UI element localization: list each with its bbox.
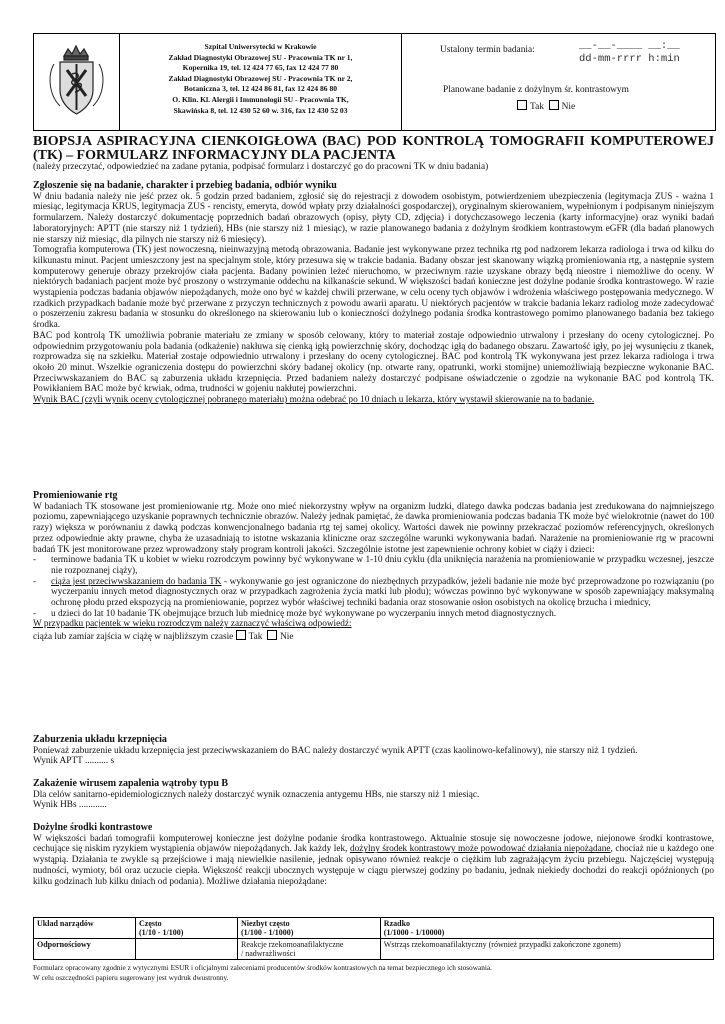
paragraph: W dniu badania należy nie jeść przez ok. 5 godzin przed badaniem, zgłosić się do rejestracji z dowodem osobistym, potwierdzeniem ubezpieczenia (legitymacja ZUS - ważna 1 miesiąc, legitymacja KRUS, legitymacja ZUS - rencisty, emeryta, dowód wpłaty przy działalności gospodarczej), oryginalnym skierowaniem, wypełnionym i podpisanym niniejszym formularzem. Należy dostarczyć dokumentację poprzednich badań obrazowych (opisy, płyty CD, zdjęcia) i dotychczasowego leczenia (karty informacyjne) oraz wyniki badań laboratoryjnych: APTT (nie starszy niż 1 tydzień), HBs (nie starszy niż 1 miesiąc), w razie planowanego badania z dożylnym środkiem kontrastowym eGFR (dla badań planowych nie starszy niż miesiąc, dla pilnych nie starszy niż 6 miesięcy). — [33, 191, 714, 245]
section-heading: Promieniowanie rtg — [33, 490, 118, 501]
pregnancy-question: W przypadku pacjentek w wieku rozrodczym należy zaznaczyć właściwą odpowiedź: — [33, 619, 352, 630]
contrast-yes-label: Tak — [530, 102, 544, 112]
paragraph: Ponieważ zaburzenie układu krzepnięcia jest przeciwwskazaniem do BAC należy dostarczyć wynik APTT (czas kaolinowo-kefalinowy), nie starszy niż 1 tydzień. — [33, 745, 638, 756]
pregnancy-answer-row — [33, 630, 714, 643]
form-subtitle: (należy przeczytać, odpowiedzieć na zadane pytania, podpisać formularz i dostarczyć go do pracowni TK w dniu badania) — [33, 162, 489, 172]
column-header: Często (1/10 - 1/100) — [136, 918, 238, 939]
adverse-reactions-table — [33, 917, 714, 960]
paragraph-emphasis: dożylny środek kontrastowy może powodować działania niepożądane — [349, 844, 611, 855]
institution-line: Zakład Diagnostyki Obrazowej SU - Pracownia TK nr 2, — [168, 73, 353, 83]
paragraph: Tomografia komputerowa (TK) jest nowoczesną, nieinwazyjną metodą obrazowania. Badanie jest wykonywane przez technika rtg pod nadzorem lekarza radiologa i trwa od kilku do kilkunastu minut. Pacjent umieszczony jest na specjalnym stole, który przesuwa się w trakcie badania. Badany obszar jest skanowany wiązką promieniowania rtg, a następnie system komputerowy generuje obrazy przekrojów ciała pacjenta. Badany powinien leżeć nieruchomo, w przeciwnym razie uzyskane obrazy będą nieostre i niemożliwe do oceny. W niektórych badaniach pacjent może być proszony o wstrzymanie oddechu na kilkanaście sekund. W większości badań konieczne jest dożylne podanie środka kontrastowego. W razie wystąpienia podczas badania objawów niepożądanych, może ono być w każdej chwili przerwane, w celu oceny tych objawów i wdrożenia właściwego postępowania medycznego. W rzadkich przypadkach badanie może być przerwane z przyczyn technicznych z powodu awarii aparatu. U niektórych pacjentów w trakcie badania lekarz radiolog może zadecydować o poszerzeniu zakresu badania w stosunku do określonego na skierowaniu lub o konieczności dożylnego podania środka kontrastowego pomimo planowanego badania bez takiego środka. — [33, 245, 714, 331]
form-title: BIOPSJA ASPIRACYJNA CIENKOIGŁOWA (BAC) POD KONTROLĄ TOMOGRAFII KOMPUTEROWEJ (TK) – FORMULARZ INFORMACYJNY DLA PACJENTA — [33, 134, 714, 163]
list-item: - u dzieci do lat 10 badanie TK obejmujące brzuch lub miednicę może być wykonywane po wyczerpaniu innych metod diagnostycznych. — [51, 609, 714, 620]
pregnancy-yes-label: Tak — [248, 632, 263, 643]
date-format-hint: dd-mm-rrrr h:min — [579, 53, 680, 65]
header-box — [33, 33, 716, 131]
pregnancy-no-checkbox[interactable] — [267, 630, 277, 640]
paragraph: BAC pod kontrolą TK umożliwia pobranie materiału ze zmiany w sposób celowany, który to materiał zostaje odpowiednio utrwalony i przesłany do oceny cytologicznej. Po odpowiednim przygotowaniu pola badania (odkażenie) nakłuwa się cienką igłą powierzchnię skóry, dochodząc igłą do badanego obszaru. Zawartość igły, po jej wysunięciu z tkanek, rozprowadza się na szkiełku. Materiał zostaje odpowiednio utrwalony i przesłany do oceny cytologicznej. BAC pod kontrolą TK wykonywana jest przez lekarza radiologa i trwa około 20 minut. Wszelkie ograniczenia dostępu do powierzchni skóry badanej okolicy (np. otwarte rany, opatrunki, worki stomijne) uniemożliwiają bezpieczne wykonanie BAC. Przeciwwskazaniem do BAC są zaburzenia układu krzepnięcia. Przed badaniem należy dostarczyć podpisane oświadczenie o zgodzie na wykonanie BAC pod kontrolą TK. Powikłaniem BAC może być krwiak, odma, trudności w gojeniu nakłutej powierzchni. — [33, 330, 714, 395]
section-heading: Dożylne środki kontrastowe — [33, 822, 153, 833]
contrast-question: Planowane badanie z dożylnym śr. kontrastowym — [443, 85, 629, 95]
column-header: Rzadko (1/1000 - 1/10000) — [380, 918, 713, 939]
table-row — [34, 939, 714, 960]
institution-line: Kopernika 19, tel. 12 424 77 65, fax 12 424 77 80 — [182, 63, 339, 73]
institution-line: Zakład Diagnostyki Obrazowej SU - Pracownia TK nr 1, — [168, 52, 353, 62]
pregnancy-no-label: Nie — [280, 632, 294, 643]
paragraph: Wynik BAC (czyli wynik oceny cytologicznej pobranego materiału) można odebrać po 10 dniach u lekarza, który wystawił skierowanie na to badanie. — [33, 395, 595, 406]
hospital-crest-icon — [34, 34, 120, 130]
pregnancy-question-text: ciąża lub zamiar zajścia w ciążę w najbliższym czasie — [33, 632, 234, 643]
list-item — [51, 577, 714, 609]
pregnancy-yes-checkbox[interactable] — [236, 630, 246, 640]
table-cell: Wstrząs rzekomoanafilaktyczny (również przypadki zakończone zgonem) — [380, 939, 713, 960]
column-header: Niezbyt często (1/100 - 1/1000) — [238, 918, 381, 939]
section-radiation — [33, 491, 714, 643]
table-header-row — [34, 918, 714, 939]
paragraph — [33, 834, 714, 888]
table-cell: Reakcje rzekomoanafilaktyczne / nadwrażliwości — [238, 939, 381, 960]
hbs-result-field[interactable]: Wynik HBs ............ — [33, 800, 107, 811]
institution-line: Skawińska 8, tel. 12 430 52 60 w. 316, fax 12 430 52 03 — [173, 105, 348, 115]
section-registration — [33, 181, 714, 406]
appointment-date-field[interactable] — [579, 40, 680, 66]
radiation-list — [33, 555, 714, 619]
section-hbv — [33, 779, 714, 811]
table-cell: Odpornościowy — [34, 939, 136, 960]
list-item: - terminowe badania TK u kobiet w wieku rozrodczym powinny być wykonywane w 1-10 dniu cyklu (dla uniknięcia narażenia na promieniowanie w przypadku wczesnej, jeszcze nie rozpoznanej ciąży), — [51, 555, 714, 576]
appointment-label: Ustalony termin badania: — [440, 45, 535, 55]
paragraph-text: W większości badań tomografii komputerowej konieczne jest dożylne podanie środka kontrastowego. Aktualnie stosuje się nowoczesne jodowe, niejonowe środki kontrastowe, cechujące się niskim ryzykiem wystąpienia objawów niepożądanych. Jak każdy lek, — [33, 833, 714, 855]
paragraph-text: , chociaż nie u każdego one wystąpią. Działania te zwykle są przejściowe i mają niewielkie nasilenie, jednak opisywano również reakcje o ciężkim lub zagrażającym życiu przebiegu. Najczęściej występują nudności, wymioty, ból oraz uczucie ciepła. Większość reakcji ubocznych występuje w ciągu pierwszej godziny po badaniu, jednak niekiedy dochodzi do reakcji opóźnionych (po kilku godzinach lub kilku dniach od podania). Możliwe działania niepożądane: — [33, 844, 714, 887]
contrast-yes-checkbox[interactable] — [517, 100, 527, 110]
footer-note — [33, 963, 714, 982]
institution-info — [120, 34, 402, 130]
paragraph: Dla celów sanitarno-epidemiologicznych należy dostarczyć wynik oznaczenia antygemu HBs, nie starszy niż 1 miesiąc. — [33, 789, 480, 800]
paragraph: W badaniach TK stosowane jest promieniowanie rtg. Może ono mieć niekorzystny wpływ na organizm ludzki, dlatego dawka podczas badania jest zredukowana do najmniejszego poziomu, zapewniającego uzyskanie poprawnych technicznie obrazów. Należy jednak pamiętać, że dawka promieniowania podczas badania TK może być wielokrotnie (nawet do 100 razy) większa w porównaniu z dawką podczas konwencjonalnego badania rtg tej samej okolicy. Wartości dawek nie powinny przekraczać poziomów referencyjnych, określonych przez odpowiednie akty prawne, chyba że uzasadniają to istotne wskazania kliniczne oraz szczególne warunki wykonywania badań. Narażenie na promieniowanie rtg w pracowni badań TK jest monitorowane przez wprowadzony stały program kontroli jakości. Szczególnie istotne jest zapewnienie ochrony kobiet w ciąży i dzieci: — [33, 501, 714, 555]
table-cell — [136, 939, 238, 960]
aptt-result-field[interactable]: Wynik APTT .......... s — [33, 756, 115, 767]
footer-line: W celu oszczędności papieru sugerowany jest wydruk dwustronny. — [33, 972, 229, 982]
list-item-text: - wykonywanie go jest ograniczone do niezbędnych przypadków, jeżeli badanie nie może być przeprowadzone po rozwiązaniu (po wyczerpaniu innych metod diagnostycznych oraz w przypadkach zagrożenia życia matki lub płodu); wówczas powinno być wykonywane w sposób zapewniający maksymalną ochronę płodu przed ekspozycją na promieniowanie, poprzez wybór właściwej techniki badania oraz stosowanie osłon osobistych na okolicę brzucha i miednicy, — [51, 576, 714, 609]
section-heading: Zakażenie wirusem zapalenia wątroby typu B — [33, 778, 229, 789]
list-item-emphasis: ciąża jest przeciwwskazaniem do badania TK — [51, 576, 222, 587]
institution-line: Botaniczna 3, tel. 12 424 86 81, fax 12 424 86 80 — [183, 84, 338, 94]
contrast-options — [517, 100, 575, 112]
section-contrast — [33, 823, 714, 887]
contrast-no-label: Nie — [561, 102, 576, 112]
institution-line: Szpital Uniwersytecki w Krakowie — [204, 42, 317, 51]
appointment-box — [403, 34, 714, 130]
section-heading: Zaburzenia układu krzepnięcia — [33, 734, 167, 745]
section-heading: Zgłoszenie się na badanie, charakter i przebieg badania, odbiór wyniku — [33, 180, 337, 191]
section-coagulation — [33, 735, 714, 767]
contrast-no-checkbox[interactable] — [549, 100, 559, 110]
date-mask: __-__-____ __:__ — [579, 40, 680, 52]
column-header: Układ narządów — [34, 918, 136, 939]
institution-line: O. Klin. Kl. Alergii i Immunologii SU - Pracownia TK, — [172, 94, 349, 104]
footer-line: Formularz opracowany zgodnie z wytycznymi ESUR i oficjalnymi zaleceniami producentów środków kontrastowych na temat bezpiecznego ich stosowania. — [33, 963, 492, 972]
